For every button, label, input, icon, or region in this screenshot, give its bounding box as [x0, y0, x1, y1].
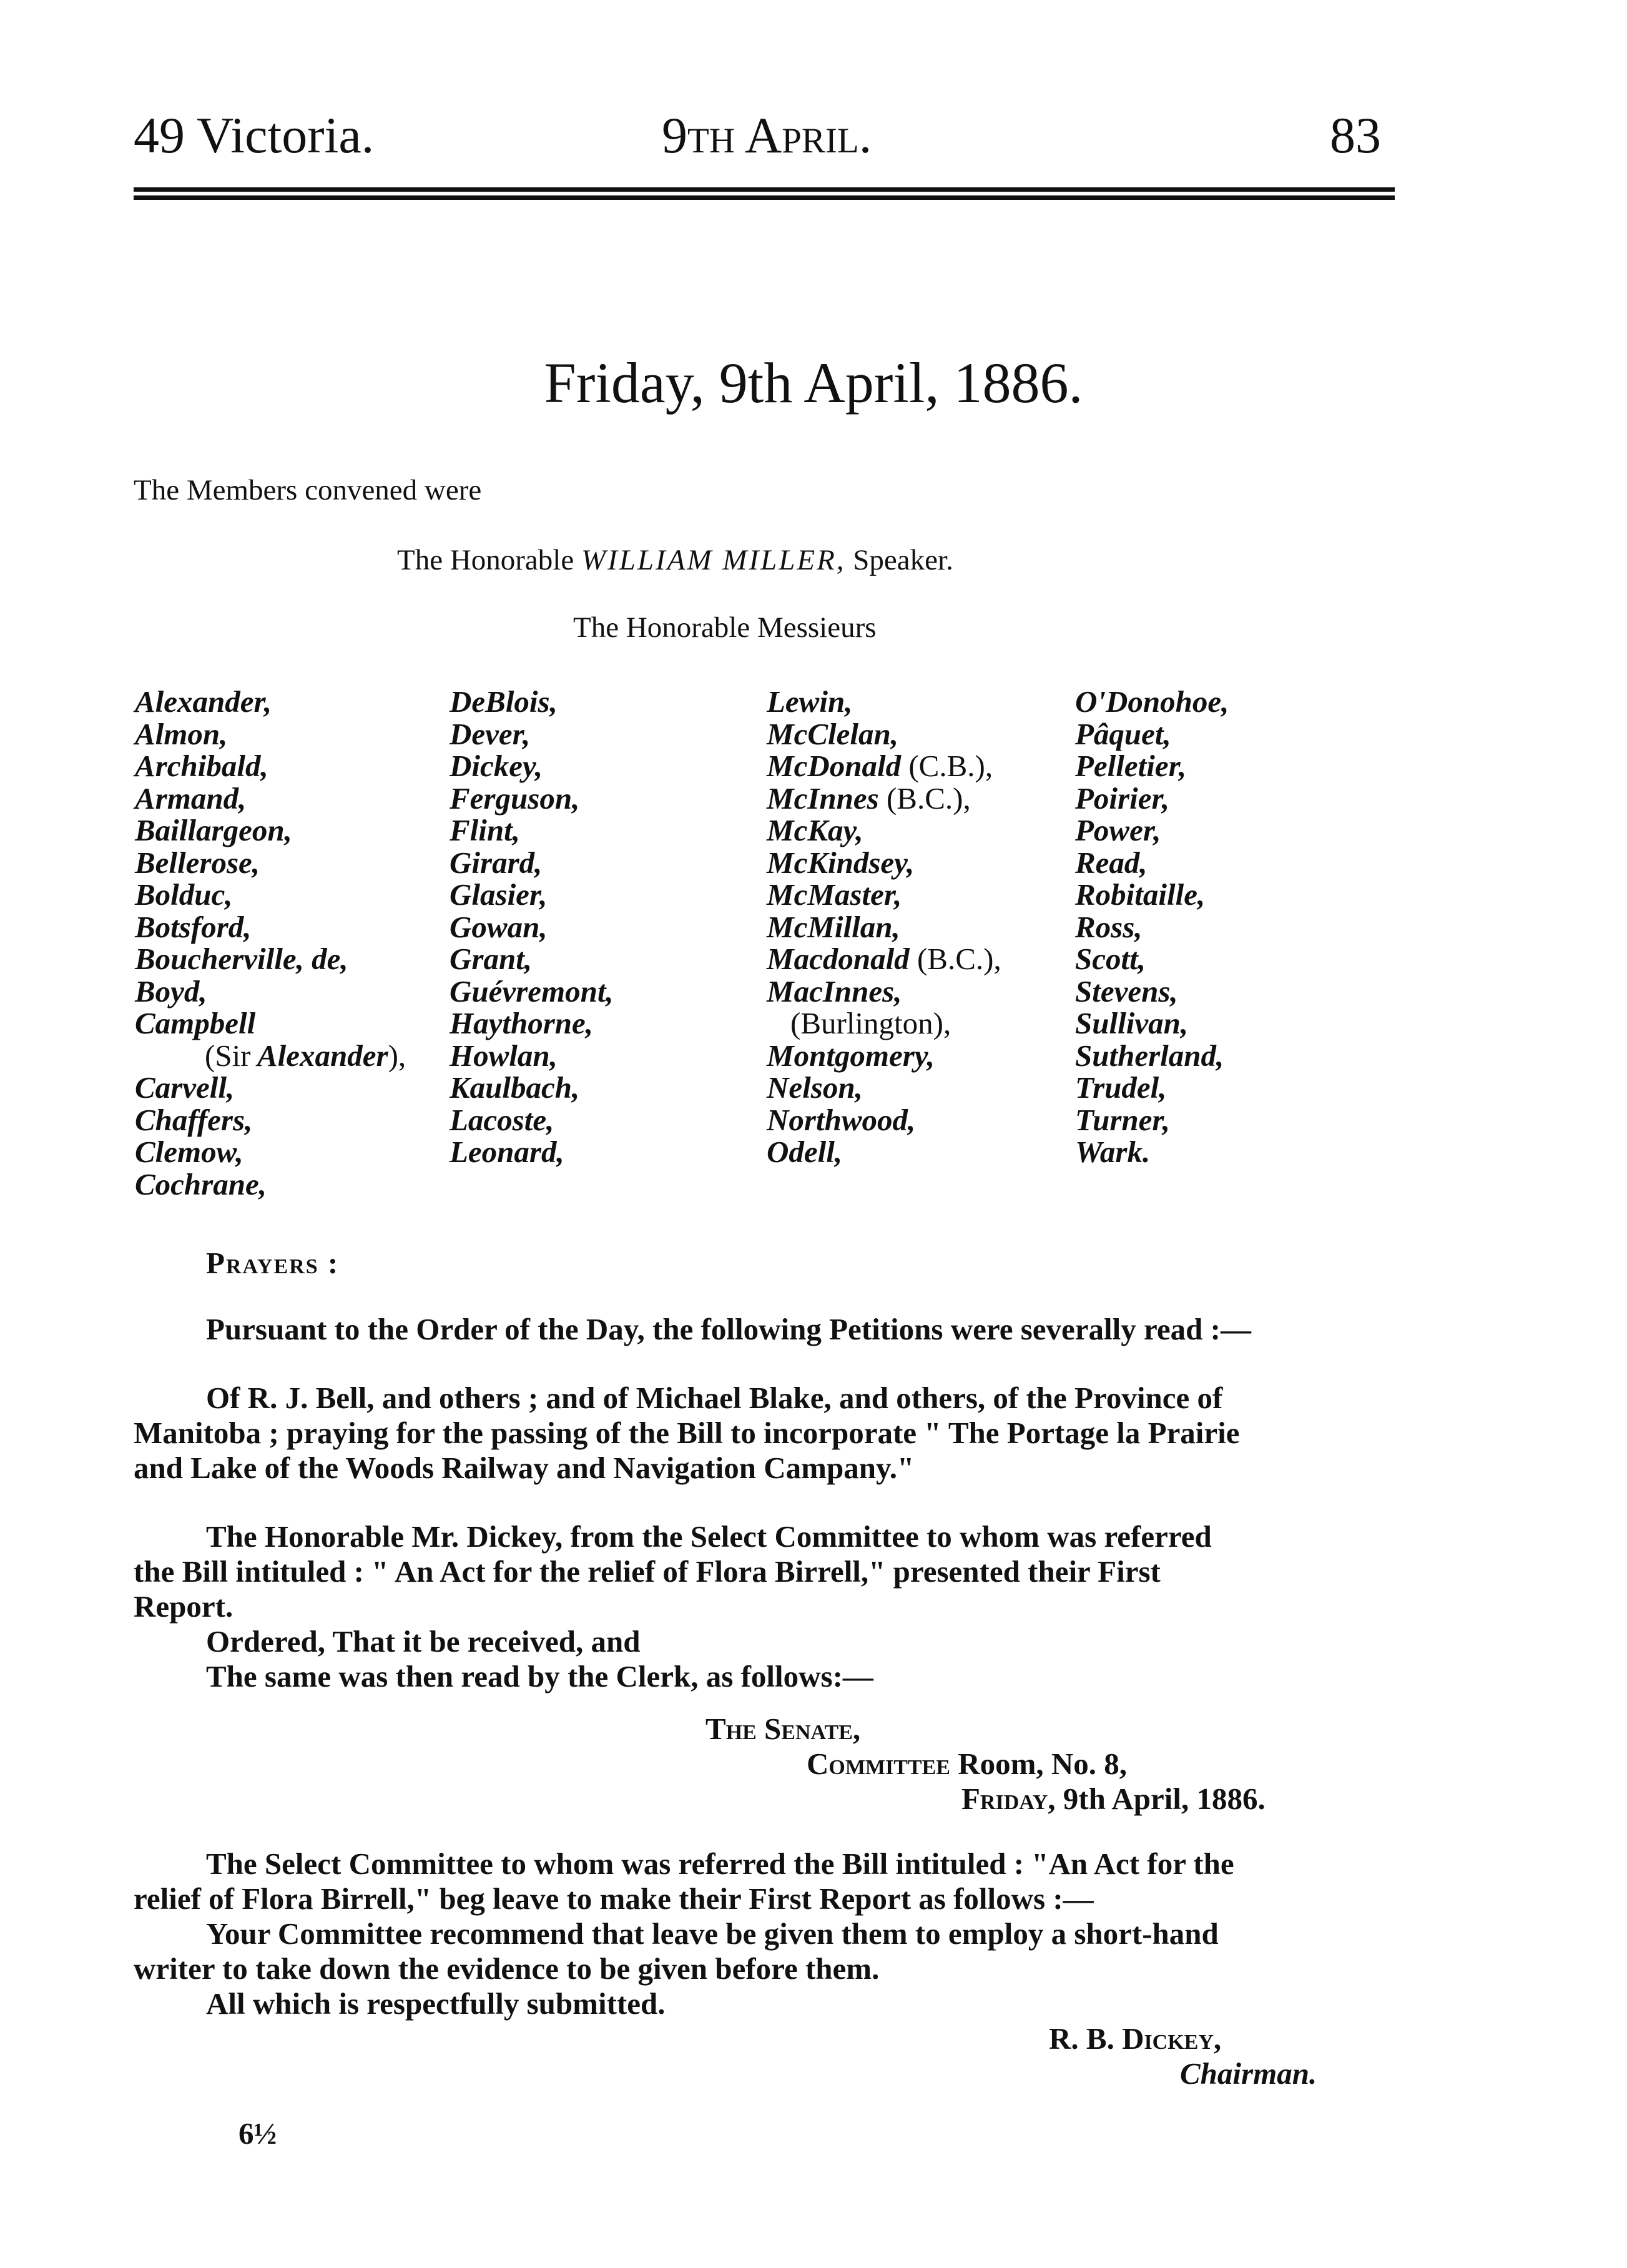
member-name: Lacoste,	[450, 1102, 554, 1137]
member-name: Bellerose,	[135, 845, 260, 880]
petition-line-1: Of R. J. Bell, and others ; and of Michael Blake, and others, of the Province of	[206, 1381, 1223, 1415]
member-name: Sutherland,	[1075, 1038, 1224, 1073]
header-page-number: 83	[1330, 107, 1381, 164]
member-name: McInnes (B.C.),	[767, 781, 971, 816]
members-intro: The Members convened were	[134, 474, 482, 506]
report-line-3: Your Committee recommend that leave be given them to employ a short-hand	[206, 1916, 1219, 1951]
committee-line-3: Report.	[134, 1589, 233, 1624]
member-name: Robitaille,	[1075, 877, 1206, 912]
page-title: Friday, 9th April, 1886.	[544, 351, 1083, 415]
member-name: Macdonald (B.C.),	[767, 942, 1001, 976]
header-volume: 49 Victoria.	[134, 107, 375, 164]
member-name: Lewin,	[767, 684, 853, 719]
messieurs-heading: The Honorable Messieurs	[573, 611, 877, 644]
signature-mark: 6½	[238, 2116, 277, 2151]
prayers-heading: Prayers :	[206, 1246, 340, 1280]
member-name: Howlan,	[450, 1038, 558, 1073]
member-name: Botsford,	[135, 909, 252, 944]
member-name: McKindsey,	[767, 845, 915, 880]
speaker-line	[397, 543, 953, 577]
petition-line-2: Manitoba ; praying for the passing of the Bill to incorporate " The Portage la Prairie	[134, 1416, 1240, 1450]
address-room: Committee Room, No. 8,	[807, 1747, 1128, 1781]
member-name: Haythorne,	[450, 1006, 594, 1040]
address-senate: The Senate,	[705, 1712, 861, 1746]
member-name: DeBlois,	[450, 684, 558, 719]
member-name: Glasier,	[450, 877, 548, 912]
member-name: Turner,	[1075, 1102, 1171, 1137]
signature-title: Chairman.	[1180, 2056, 1317, 2091]
committee-line-1: The Honorable Mr. Dickey, from the Select Committee to whom was referred	[206, 1519, 1212, 1554]
member-name: Ferguson,	[450, 781, 580, 816]
members-column-4	[1075, 686, 1229, 1168]
report-line-5: All which is respectfully submitted.	[206, 1986, 666, 2021]
member-name: Odell,	[767, 1135, 843, 1169]
member-name: Carvell,	[135, 1070, 235, 1105]
member-name: Pâquet,	[1075, 716, 1171, 751]
member-name: McMillan,	[767, 909, 900, 944]
member-name: Read,	[1075, 845, 1148, 880]
petition-line-3: and Lake of the Woods Railway and Navigation Campany."	[134, 1451, 915, 1485]
member-name: Archibald,	[135, 749, 268, 783]
member-name: Clemow,	[135, 1135, 243, 1169]
member-name: Dever,	[450, 716, 531, 751]
members-column-1	[135, 686, 406, 1200]
report-line-4: writer to take down the evidence to be given before them.	[134, 1951, 880, 1986]
member-name: Girard,	[450, 845, 543, 880]
members-column-3	[767, 686, 1001, 1168]
speaker-prefix: The Honorable	[397, 544, 574, 576]
petitions-intro: Pursuant to the Order of the Day, the following Petitions were severally read :—	[206, 1312, 1251, 1346]
member-name: Northwood,	[767, 1102, 916, 1137]
committee-line-2: the Bill intituled : " An Act for the relief of Flora Birrell," presented their First	[134, 1554, 1161, 1589]
member-name: Dickey,	[450, 749, 543, 783]
speaker-name: WILLIAM MILLER,	[581, 544, 846, 576]
member-name: Nelson,	[767, 1070, 863, 1105]
member-name: O'Donohoe,	[1075, 684, 1229, 719]
member-name: Chaffers,	[135, 1102, 253, 1137]
member-name: McClelan,	[767, 716, 898, 751]
members-column-2	[450, 686, 614, 1168]
member-name: McDonald (C.B.),	[767, 749, 993, 783]
report-line-1: The Select Committee to whom was referred the Bill intituled : "An Act for the	[206, 1846, 1234, 1881]
clerk-line: The same was then read by the Clerk, as follows:—	[206, 1659, 873, 1694]
member-name: MacInnes,	[767, 974, 902, 1008]
member-name: Boucherville, de,	[135, 942, 348, 976]
address-date: Friday, 9th April, 1886.	[961, 1782, 1266, 1816]
member-name: Alexander,	[135, 684, 272, 719]
member-name: Almon,	[135, 716, 228, 751]
member-name: Grant,	[450, 942, 533, 976]
member-name: Guévremont,	[450, 974, 614, 1008]
member-name: Montgomery,	[767, 1038, 935, 1073]
member-name: Flint,	[450, 813, 521, 847]
member-name: Wark.	[1075, 1135, 1151, 1169]
member-name: Boyd,	[135, 974, 207, 1008]
member-name: Cochrane,	[135, 1166, 267, 1201]
member-name: Kaulbach,	[450, 1070, 580, 1105]
signature-name: R. B. Dickey,	[1049, 2021, 1222, 2056]
header-date: 9th April.	[662, 107, 872, 164]
member-name: McKay,	[767, 813, 863, 847]
member-name: Baillargeon,	[135, 813, 292, 847]
member-name-continuation: (Sir Alexander),	[205, 1038, 406, 1073]
member-name: Pelletier,	[1075, 749, 1187, 783]
member-name: Leonard,	[450, 1135, 564, 1169]
member-name: Trudel,	[1075, 1070, 1167, 1105]
member-name: Armand,	[135, 781, 247, 816]
member-name: Ross,	[1075, 909, 1143, 944]
ordered-line: Ordered, That it be received, and	[206, 1624, 641, 1659]
member-name: Gowan,	[450, 909, 548, 944]
member-name: McMaster,	[767, 877, 902, 912]
member-name: Scott,	[1075, 942, 1146, 976]
member-name-continuation: (Burlington),	[790, 1006, 951, 1040]
member-name: Poirier,	[1075, 781, 1170, 816]
member-name: Sullivan,	[1075, 1006, 1189, 1040]
speaker-role: Speaker.	[853, 544, 953, 576]
member-name: Campbell	[135, 1006, 256, 1040]
member-name: Bolduc,	[135, 877, 233, 912]
report-line-2: relief of Flora Birrell," beg leave to make their First Report as follows :—	[134, 1881, 1094, 1916]
header-rule	[134, 187, 1395, 204]
member-name: Power,	[1075, 813, 1161, 847]
member-name: Stevens,	[1075, 974, 1178, 1008]
